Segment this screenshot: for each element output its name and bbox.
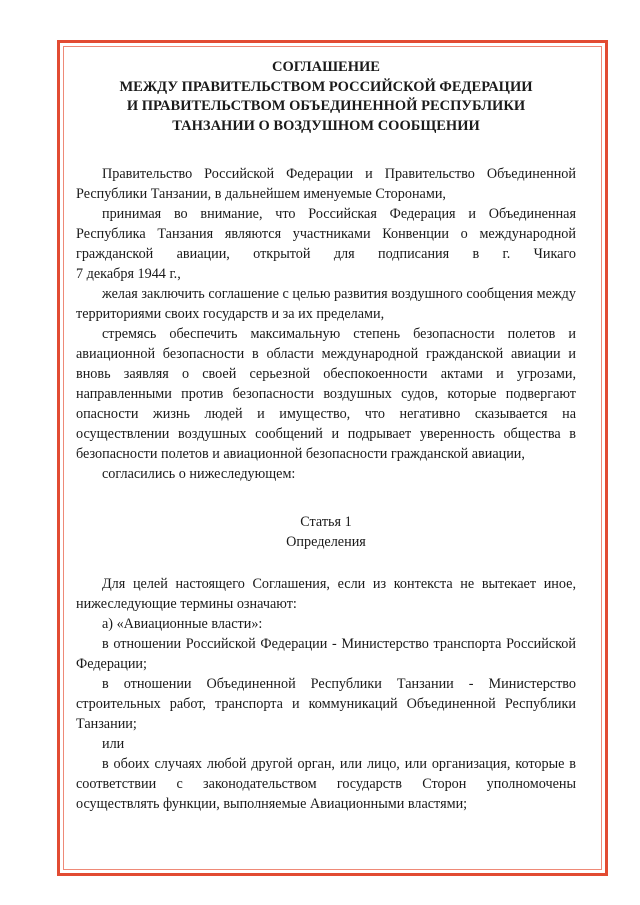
title-line-1: СОГЛАШЕНИЕ — [272, 59, 380, 75]
article-intro: Для целей настоящего Соглашения, если из контекста не вытекает иное, нижеследующие термины означают: — [76, 576, 576, 612]
title-line-2: МЕЖДУ ПРАВИТЕЛЬСТВОМ РОССИЙСКОЙ ФЕДЕРАЦИИ — [119, 78, 533, 95]
document-body — [76, 58, 576, 814]
preamble-paragraph-2: принимая во внимание, что Российская Федерация и Объединенная Республика Танзания являются участниками Конвенции о международной гражданской авиации, открытой для подписания в г. Чикаго — [76, 206, 576, 262]
definition-both-cases: в обоих случаях любой другой орган, или лицо, или организация, которые в соответствии с законодательством государств Сторон уполномочены осуществлять функции, выполняемые Авиационными властями; — [76, 756, 576, 812]
preamble-paragraph-5: согласились о нижеследующем: — [102, 466, 296, 482]
title-line-4: ТАНЗАНИИ О ВОЗДУШНОМ СООБЩЕНИИ — [172, 117, 480, 134]
definition-tanzania: в отношении Объединенной Республики Танзании - Министерство строительных работ, транспорта и коммуникаций Объединенной Республики Танзании; — [76, 676, 576, 732]
definition-russia: в отношении Российской Федерации - Министерство транспорта Российской Федерации; — [76, 636, 576, 672]
preamble-paragraph-1: Правительство Российской Федерации и Правительство Объединенной Республики Танзании, в дальнейшем именуемые Сторонами, — [76, 166, 576, 202]
definition-or: или — [102, 736, 125, 752]
article-item-a: а) «Авиационные власти»: — [102, 616, 263, 632]
document-title — [76, 58, 576, 136]
article-number: Статья 1 — [300, 514, 352, 530]
title-line-3: И ПРАВИТЕЛЬСТВОМ ОБЪЕДИНЕННОЙ РЕСПУБЛИКИ — [126, 98, 526, 114]
article-heading: Определения — [286, 534, 366, 550]
preamble-paragraph-2-end: 7 декабря 1944 г., — [76, 266, 181, 282]
preamble-paragraph-4: стремясь обеспечить максимальную степень безопасности полетов и авиационной безопасности в области международной гражданской авиации и вновь заявляя о своей серьезной обеспокоенности актами и угрозами, направленными против безопасности воздушных судов, которые подвергают опасности жизнь людей и имущество, что негативно сказывается на осуществлении воздушных сообщений и подрывает уверенность общества в безопасности полетов и авиационной безопасности гражданской авиации, — [76, 326, 576, 462]
preamble-paragraph-3: желая заключить соглашение с целью развития воздушного сообщения между территориями своих государств и за их пределами, — [76, 286, 576, 322]
